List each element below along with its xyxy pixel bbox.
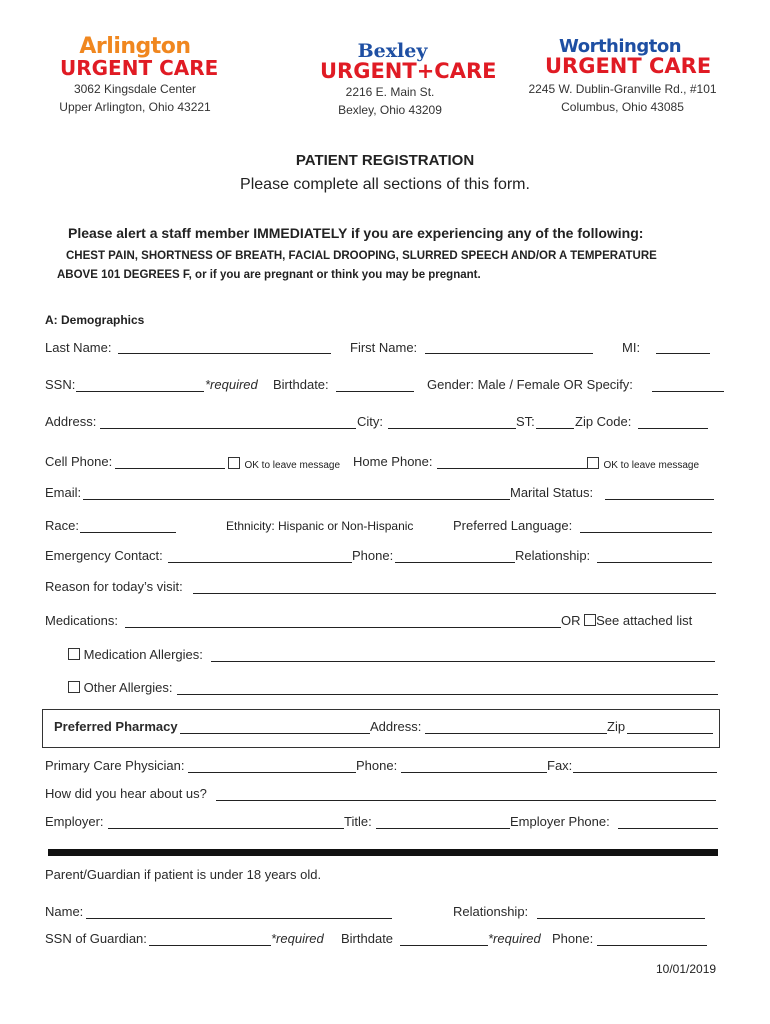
guardian-phone-field[interactable] xyxy=(597,945,707,946)
state-field[interactable] xyxy=(536,428,574,429)
mi-label: MI: xyxy=(622,340,641,355)
first-name-field[interactable] xyxy=(425,353,593,354)
medications-label: Medications: xyxy=(45,613,118,628)
employer-phone-field[interactable] xyxy=(618,828,718,829)
guardian-note: Parent/Guardian if patient is under 18 years old. xyxy=(45,867,322,882)
employer-field[interactable] xyxy=(108,828,344,829)
medications-field[interactable] xyxy=(125,627,561,628)
bexley-name: Bexley xyxy=(357,40,428,62)
bexley-logo xyxy=(320,40,497,83)
see-attached xyxy=(561,613,692,628)
other-allergies-label: Other Allergies: xyxy=(83,680,173,695)
zip-label: Zip Code: xyxy=(575,414,632,429)
worthington-logo xyxy=(545,36,712,78)
emergency-phone-field[interactable] xyxy=(395,562,515,563)
alert-line-1: CHEST PAIN, SHORTNESS OF BREATH, FACIAL DROOPING, SLURRED SPEECH AND/OR A TEMPERATURE xyxy=(66,250,657,262)
home-ok-message xyxy=(587,455,699,473)
or-label: OR xyxy=(561,613,581,628)
pcp-phone-label: Phone: xyxy=(356,758,398,773)
guardian-ssn-required: *required xyxy=(271,931,324,946)
pharmacy-zip-field[interactable] xyxy=(627,733,713,734)
cell-ok-message xyxy=(228,455,340,473)
pharmacy-field[interactable] xyxy=(180,733,370,734)
worthington-urgent-care: URGENT CARE xyxy=(545,54,712,78)
arlington-name: Arlington xyxy=(79,34,191,59)
employer-label: Employer: xyxy=(45,814,104,829)
medication-allergies-label: Medication Allergies: xyxy=(83,647,203,662)
footer-date: 10/01/2019 xyxy=(656,962,717,976)
address-label: Address: xyxy=(45,414,97,429)
employer-title-field[interactable] xyxy=(376,828,510,829)
pharmacy-address-field[interactable] xyxy=(425,733,607,734)
pharmacy-address-label: Address: xyxy=(370,719,422,734)
arlington-address-line2: Upper Arlington, Ohio 43221 xyxy=(59,100,211,114)
emergency-contact-label: Emergency Contact: xyxy=(45,548,163,563)
pharmacy-label: Preferred Pharmacy xyxy=(54,719,178,734)
cell-ok-checkbox[interactable] xyxy=(228,457,240,469)
language-field[interactable] xyxy=(580,532,712,533)
ssn-label: SSN: xyxy=(45,377,76,392)
other-allergies-checkbox[interactable] xyxy=(68,681,80,693)
emergency-relationship-field[interactable] xyxy=(597,562,712,563)
bexley-address-line1: 2216 E. Main St. xyxy=(345,85,435,99)
bexley-address xyxy=(300,83,480,119)
last-name-field[interactable] xyxy=(118,353,331,354)
home-ok-checkbox[interactable] xyxy=(587,457,599,469)
emergency-contact-field[interactable] xyxy=(168,562,352,563)
pcp-phone-field[interactable] xyxy=(401,772,547,773)
other-allergies-field[interactable] xyxy=(177,694,718,695)
guardian-ssn-label: SSN of Guardian: xyxy=(45,931,147,946)
employer-phone-label: Employer Phone: xyxy=(510,814,610,829)
ssn-field[interactable] xyxy=(76,391,204,392)
pcp-fax-label: Fax: xyxy=(547,758,573,773)
reason-field[interactable] xyxy=(193,593,716,594)
alert-line-2: ABOVE 101 DEGREES F, or if you are pregnant or think you may be pregnant. xyxy=(57,269,481,281)
race-field[interactable] xyxy=(80,532,176,533)
section-divider xyxy=(48,849,718,856)
page-title: PATIENT REGISTRATION xyxy=(295,152,475,169)
email-field[interactable] xyxy=(83,499,510,500)
gender-field[interactable] xyxy=(652,391,724,392)
cell-phone-field[interactable] xyxy=(115,468,225,469)
medication-allergies-checkbox[interactable] xyxy=(68,648,80,660)
marital-field[interactable] xyxy=(605,499,714,500)
see-attached-label: See attached list xyxy=(596,613,693,628)
ethnicity-label: Ethnicity: Hispanic or Non-Hispanic xyxy=(226,519,414,533)
cell-ok-label: OK to leave message xyxy=(244,460,341,471)
worthington-address-line2: Columbus, Ohio 43085 xyxy=(561,100,684,114)
guardian-name-label: Name: xyxy=(45,904,84,919)
bexley-address-line2: Bexley, Ohio 43209 xyxy=(338,103,442,117)
see-attached-checkbox[interactable] xyxy=(584,614,596,626)
guardian-relationship-label: Relationship: xyxy=(453,904,529,919)
pcp-fax-field[interactable] xyxy=(573,772,717,773)
home-phone-field[interactable] xyxy=(437,468,587,469)
home-ok-label: OK to leave message xyxy=(603,460,700,471)
guardian-ssn-field[interactable] xyxy=(149,945,271,946)
mi-field[interactable] xyxy=(656,353,710,354)
birthdate-field[interactable] xyxy=(336,391,414,392)
guardian-name-field[interactable] xyxy=(86,918,392,919)
hear-label: How did you hear about us? xyxy=(45,786,207,801)
address-field[interactable] xyxy=(100,428,356,429)
medication-allergies-field[interactable] xyxy=(211,661,715,662)
worthington-address xyxy=(505,80,740,116)
pcp-label: Primary Care Physician: xyxy=(45,758,185,773)
first-name-label: First Name: xyxy=(350,340,418,355)
city-label: City: xyxy=(357,414,383,429)
state-label: ST: xyxy=(516,414,535,429)
page-subtitle: Please complete all sections of this form. xyxy=(240,176,530,193)
alert-heading: Please alert a staff member IMMEDIATELY if you are experiencing any of the following: xyxy=(68,225,644,241)
worthington-name: Worthington xyxy=(558,36,682,57)
home-phone-label: Home Phone: xyxy=(353,454,433,469)
emergency-phone-label: Phone: xyxy=(352,548,394,563)
pharmacy-zip-label: Zip xyxy=(607,719,626,734)
worthington-address-line1: 2245 W. Dublin-Granville Rd., #101 xyxy=(528,82,717,96)
city-field[interactable] xyxy=(388,428,516,429)
bexley-urgent-care: URGENT+CARE xyxy=(320,59,497,83)
arlington-urgent-care: URGENT CARE xyxy=(60,56,219,80)
pcp-field[interactable] xyxy=(188,772,356,773)
language-label: Preferred Language: xyxy=(453,518,573,533)
zip-field[interactable] xyxy=(638,428,708,429)
race-label: Race: xyxy=(45,518,79,533)
birthdate-label: Birthdate: xyxy=(273,377,329,392)
employer-title-label: Title: xyxy=(344,814,372,829)
arlington-address xyxy=(40,80,230,116)
cell-phone-label: Cell Phone: xyxy=(45,454,113,469)
ssn-required: *required xyxy=(205,377,258,392)
medication-allergies xyxy=(68,647,203,662)
last-name-label: Last Name: xyxy=(45,340,112,355)
reason-label: Reason for today’s visit: xyxy=(45,579,183,594)
guardian-birthdate-field[interactable] xyxy=(400,945,488,946)
section-demographics: A: Demographics xyxy=(45,313,145,327)
email-label: Email: xyxy=(45,485,82,500)
hear-field[interactable] xyxy=(216,800,716,801)
other-allergies xyxy=(68,680,173,695)
arlington-logo xyxy=(60,34,219,80)
emergency-relationship-label: Relationship: xyxy=(515,548,591,563)
gender-label: Gender: Male / Female OR Specify: xyxy=(427,377,633,392)
guardian-birthdate-required: *required xyxy=(488,931,541,946)
arlington-address-line1: 3062 Kingsdale Center xyxy=(73,82,197,96)
guardian-phone-label: Phone: xyxy=(552,931,594,946)
guardian-relationship-field[interactable] xyxy=(537,918,705,919)
guardian-birthdate-label: Birthdate xyxy=(341,931,394,946)
marital-label: Marital Status: xyxy=(510,485,594,500)
